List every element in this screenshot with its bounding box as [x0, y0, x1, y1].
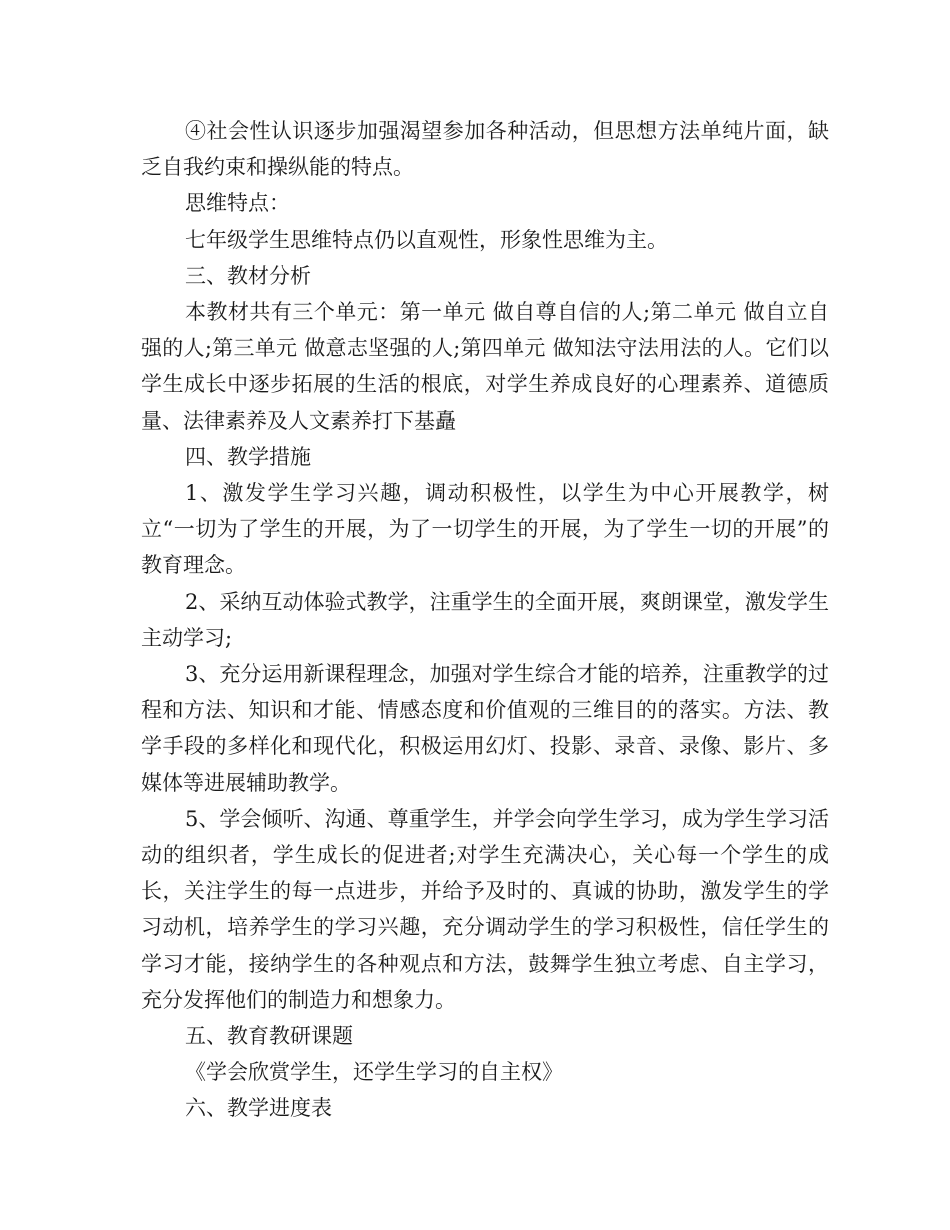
paragraph-textbook-analysis: 本教材共有三个单元：第一单元 做自尊自信的人;第二单元 做自立自强的人;第三单元 做意志坚强的人;第四单元 做知法守法用法的人。它们以学生成长中逐步拓展的生活的根底，对学生养成良好的心理素养、道德质量、法律素养及人文素养打下基矗	[141, 300, 829, 433]
paragraph-measure-1: 1、激发学生学习兴趣，调动积极性，以学生为中心开展教学，树立“一切为了学生的开展，为了一切学生的开展，为了学生一切的开展”的教育理念。	[141, 481, 829, 578]
heading-textbook-analysis: 三、教材分析	[185, 263, 311, 288]
heading-thinking-traits: 思维特点：	[185, 191, 290, 216]
heading-research-topic: 五、教育教研课题	[185, 1024, 353, 1049]
document-body	[141, 113, 829, 1127]
paragraph-measure-3: 3、充分运用新课程理念，加强对学生综合才能的培养，注重教学的过程和方法、知识和才能、情感态度和价值观的三维目的的落实。方法、教学手段的多样化和现代化，积极运用幻灯、投影、录音、录像、影片、多媒体等进展辅助教学。	[141, 662, 829, 795]
paragraph-research-topic: 《学会欣赏学生，还学生学习的自主权》	[185, 1060, 563, 1085]
paragraph-measure-5: 5、学会倾听、沟通、尊重学生，并学会向学生学习，成为学生学习活动的组织者，学生成长的促进者;对学生充满决心，关心每一个学生的成长，关注学生的每一点进步，并给予及时的、真诚的协助，激发学生的学习动机，培养学生的学习兴趣，充分调动学生的学习积极性，信任学生的学习才能，接纳学生的各种观点和方法，鼓舞学生独立考虑、自主学习，充分发挥他们的制造力和想象力。	[141, 806, 829, 1012]
paragraph-thinking-traits: 七年级学生思维特点仍以直观性，形象性思维为主。	[185, 227, 668, 252]
heading-teaching-measures: 四、教学措施	[185, 444, 311, 469]
heading-teaching-schedule: 六、教学进度表	[185, 1096, 332, 1121]
paragraph-social-cognition: ④社会性认识逐步加强渴望参加各种活动，但思想方法单纯片面，缺乏自我约束和操纵能的特点。	[141, 119, 829, 180]
paragraph-measure-2: 2、采纳互动体验式教学，注重学生的全面开展，爽朗课堂，激发学生主动学习;	[141, 589, 829, 650]
